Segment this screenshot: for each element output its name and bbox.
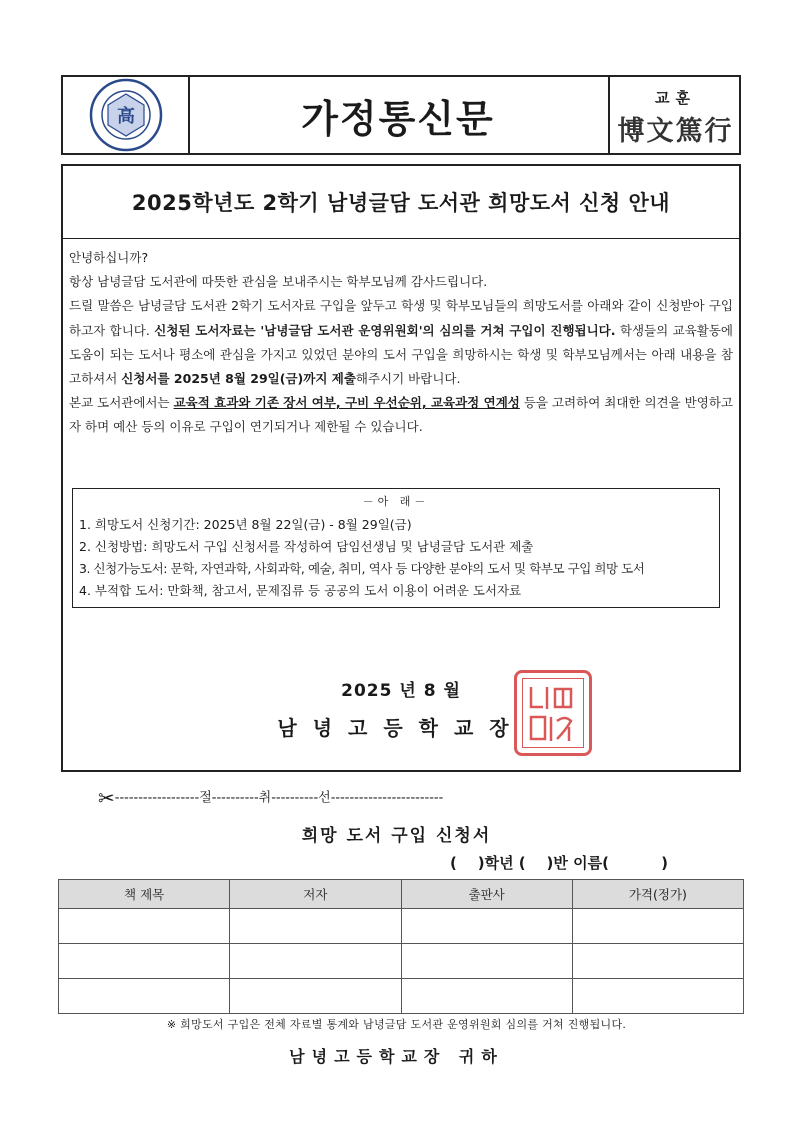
table-cell[interactable] (572, 979, 743, 1014)
school-logo-cell (63, 77, 190, 153)
paragraph-request: 드릴 말씀은 남녕글담 도서관 2학기 도서자료 구입을 앞두고 학생 및 학부모님들의 희망도서를 아래와 같이 신청받아 구입하고자 합니다. 신청된 도서자료는 '남녕글담 도서관 운영위원회'의 심의를 거쳐 구입이 진행됩니다. 학생들의 교육활동에 도움이 되는 도서나 평소에 관심을 가지고 있었던 분야의 도서 구입을 희망하시는 학생 및 학부모님께서는 아래 내용을 참고하셔서 신청서를 2025년 8월 29일(금)까지 제출해주시기 바랍니다. (69, 298, 733, 387)
column-author: 저자 (230, 880, 401, 909)
notice-title: 2025학년도 2학기 남녕글담 도서관 희망도서 신청 안내 (63, 166, 739, 239)
form-title: 희망 도서 구입 신청서 (301, 826, 492, 846)
table-row (59, 979, 744, 1014)
table-cell[interactable] (230, 944, 401, 979)
paragraph-criteria: 본교 도서관에서는 교육적 효과와 기존 장서 여부, 구비 우선순위, 교육과정 연계성 등을 고려하여 최대한 의견을 반영하고자 하며 예산 등의 이유로 구입이 연기되거나 제한될 수 있습니다. (69, 395, 733, 435)
school-motto-cell (608, 77, 741, 153)
table-cell[interactable] (401, 909, 572, 944)
criteria-emphasis: 교육적 효과와 기존 장서 여부, 구비 우선순위, 교육과정 연계성 (173, 395, 520, 411)
details-item: 4. 부적합 도서: 만화책, 참고서, 문제집류 등 공공의 도서 이용이 어려운 도서자료 (79, 583, 522, 598)
table-cell[interactable] (572, 944, 743, 979)
notice-box (61, 164, 741, 772)
book-request-table (58, 879, 744, 1014)
motto-label: 교훈 (655, 89, 696, 107)
table-cell[interactable] (59, 944, 230, 979)
column-price: 가격(정가) (572, 880, 743, 909)
table-cell[interactable] (230, 979, 401, 1014)
details-list (79, 514, 715, 602)
issue-date: 2025 년 8 월 (341, 681, 461, 701)
table-cell[interactable] (59, 909, 230, 944)
details-item: 2. 신청방법: 희망도서 구입 신청서를 작성하여 담임선생님 및 남녕글담 도서관 제출 (79, 539, 534, 554)
school-emblem-icon (89, 78, 163, 152)
greeting: 안녕하십니까? (69, 250, 149, 265)
motto-text: 博文篤行 (617, 116, 734, 147)
newsletter-title: 가정통신문 (301, 96, 495, 141)
review-emphasis: 신청된 도서자료는 '남녕글담 도서관 운영위원회'의 심의를 거쳐 구입이 진행됩니다. (154, 322, 616, 338)
column-publisher: 출판사 (401, 880, 572, 909)
notice-body (69, 246, 733, 440)
details-heading: －아 래－ (362, 495, 430, 508)
svg-text:高: 高 (116, 106, 135, 127)
column-title: 책 제목 (59, 880, 230, 909)
table-cell[interactable] (401, 979, 572, 1014)
official-seal-icon (514, 670, 592, 756)
details-item: 3. 신청가능도서: 문학, 자연과학, 사회과학, 예술, 취미, 역사 등 다양한 분야의 도서 및 학부모 구입 희망 도서 (79, 561, 645, 576)
principal-signature: 남녕고등학교장 (277, 716, 525, 740)
table-cell[interactable] (572, 909, 743, 944)
paragraph-thanks: 항상 남녕글담 도서관에 따뜻한 관심을 보내주시는 학부모님께 감사드립니다. (69, 274, 488, 290)
student-info-fields[interactable]: ( )학년 ( )반 이름( ) (450, 854, 669, 872)
seal-glyphs-icon (525, 681, 581, 745)
table-cell[interactable] (401, 944, 572, 979)
table-cell[interactable] (230, 909, 401, 944)
deadline-emphasis: 신청서를 2025년 8월 29일(금)까지 제출 (121, 371, 356, 387)
scissors-icon: ✂ (98, 786, 115, 806)
details-item: 1. 희망도서 신청기간: 2025년 8월 22일(금) - 8월 29일(금) (79, 517, 412, 532)
cut-line: ✂------------------절----------취----------선------------------------ (98, 786, 708, 806)
header-box (61, 75, 741, 155)
table-header-row (59, 880, 744, 909)
form-addressee: 남녕고등학교장 귀하 (289, 1047, 504, 1066)
details-box (72, 488, 720, 608)
table-cell[interactable] (59, 979, 230, 1014)
table-row (59, 909, 744, 944)
form-note: ※ 희망도서 구입은 전체 자료별 통계와 남녕글담 도서관 운영위원회 심의를 거쳐 진행됩니다. (166, 1018, 627, 1031)
table-row (59, 944, 744, 979)
